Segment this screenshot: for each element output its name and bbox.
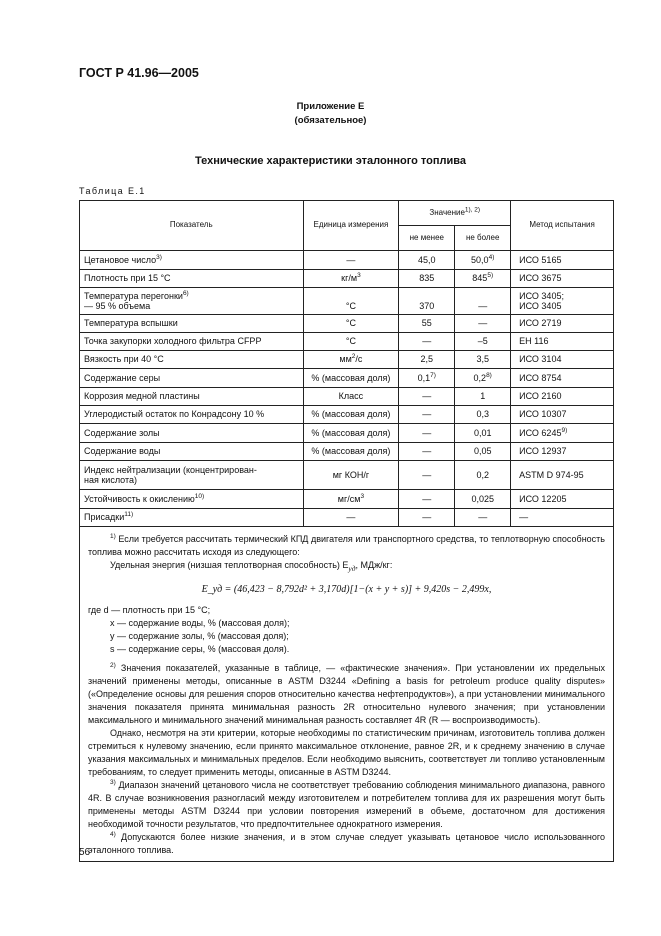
min-value: — [422, 409, 432, 420]
cell-unit [303, 288, 399, 315]
cell-min [399, 461, 455, 490]
cell-indicator [80, 251, 304, 270]
indicator-text: Точка закупорки холодного фильтра CFPP [84, 336, 262, 347]
method-text: — [519, 512, 529, 523]
max-value: –5 [477, 336, 488, 347]
cell-unit [303, 315, 399, 333]
cell-method [511, 490, 614, 509]
min-value: 0,1 [417, 372, 431, 383]
table-row [80, 490, 614, 509]
appendix-heading [0, 100, 661, 128]
cell-max [455, 388, 511, 406]
indicator-footnote: 3) [156, 253, 162, 261]
table-row [80, 424, 614, 443]
legend-line-s: s — содержание серы, % (массовая доля). [110, 643, 290, 654]
cell-unit [303, 333, 399, 351]
method-text: ИСО 12937 [519, 446, 567, 457]
max-footnote: 5) [487, 272, 494, 280]
table-row [80, 251, 614, 270]
note-1 [88, 533, 605, 559]
unit-text: % (массовая доля) [311, 372, 391, 383]
indicator-text: Содержание воды [84, 446, 161, 457]
appendix-title: Приложение Е [296, 101, 365, 112]
indicator-text: Содержание золы [84, 427, 160, 438]
max-value: 1 [480, 391, 486, 402]
cell-max [455, 369, 511, 388]
cell-min [399, 351, 455, 369]
cell-min [399, 443, 455, 461]
standard-code: ГОСТ Р 41.96—2005 [79, 66, 199, 80]
header-value-label: Значение [429, 207, 465, 217]
unit-text: % (массовая доля) [311, 446, 391, 457]
cell-min [399, 288, 455, 315]
note-2-marker: 2) [110, 661, 116, 669]
cell-indicator [80, 270, 304, 288]
cell-min [399, 333, 455, 351]
cell-indicator [80, 424, 304, 443]
max-value: — [478, 512, 488, 523]
cell-unit [303, 509, 399, 527]
max-value: 0,025 [471, 493, 494, 504]
note-4-marker: 4) [110, 830, 116, 838]
cell-max [455, 251, 511, 270]
min-value: — [422, 469, 432, 480]
indicator-text: Устойчивость к окислению [84, 493, 195, 504]
indicator-text: Вязкость при 40 °С [84, 354, 164, 365]
cell-indicator [80, 388, 304, 406]
cell-method [511, 369, 614, 388]
cell-unit [303, 490, 399, 509]
table-body [80, 251, 614, 527]
cell-max [455, 315, 511, 333]
cell-method [511, 251, 614, 270]
note-3-marker: 3) [110, 778, 116, 786]
cell-indicator [80, 333, 304, 351]
notes-row [80, 527, 614, 862]
note-2 [88, 662, 605, 727]
table-row [80, 270, 614, 288]
method-text: ASTM D 974-95 [519, 469, 584, 480]
header-max: не более [455, 226, 511, 251]
unit-text: кг/м [341, 273, 358, 284]
max-value: 0,2 [476, 469, 489, 480]
table-row [80, 406, 614, 424]
min-value: — [422, 446, 432, 457]
cell-max [455, 288, 511, 315]
cell-method [511, 333, 614, 351]
note-1-text: Если требуется рассчитать термический КПД двигателя или транспортного средства, то теплотворную способность топлива можно рассчитать исходя из следующего: [88, 534, 605, 557]
cell-indicator [80, 490, 304, 509]
indicator-text: Коррозия медной пластины [84, 391, 200, 402]
cell-min [399, 406, 455, 424]
cell-indicator [80, 288, 304, 315]
max-value: — [478, 318, 488, 329]
min-value: — [422, 391, 432, 402]
header-method: Метод испытания [511, 201, 614, 251]
max-value: — [478, 301, 488, 311]
cell-method [511, 509, 614, 527]
max-value: 0,3 [476, 409, 489, 420]
min-value: 55 [421, 318, 432, 329]
method-text: ИСО 2719 [519, 318, 562, 329]
max-value: 0,01 [473, 427, 492, 438]
method-text: ИСО 6245 [519, 427, 562, 438]
legend-line-y: y — содержание золы, % (массовая доля); [110, 630, 289, 641]
cell-indicator [80, 461, 304, 490]
notes-cell [80, 527, 614, 862]
unit-text: мг КОН/г [332, 469, 370, 480]
energy-text: Удельная энергия (низшая теплотворная способность) E [110, 560, 349, 570]
min-value: — [422, 493, 432, 504]
min-value: 2,5 [420, 354, 434, 365]
energy-tail: , МДж/кг: [355, 560, 393, 570]
indicator-text: Цетановое число [84, 254, 157, 265]
method-text: ИСО 10307 [519, 409, 567, 420]
indicator-text-line2: — 95 % объема [84, 301, 151, 311]
cell-unit [303, 443, 399, 461]
cell-min [399, 424, 455, 443]
table-row [80, 443, 614, 461]
max-value: 0,2 [473, 372, 487, 383]
min-value: — [422, 427, 432, 438]
cell-min [399, 270, 455, 288]
unit-text: мг/см [337, 493, 361, 504]
note-2-text: Значения показателей, указанные в таблице, — «фактические значения». При установлении их предельных значений применены методы, описанные в ASTM D3244 «Defining a basis for petroleum produce quality disputes» («Определение основы для решения споров относительно качества нефтепродуктов»), а при установлении минимального значения показателя принята минимальная разность 2R относительно нулевого значения; при установлении максимального и минимального значений минимальная разность составляет 4R (R — воспроизводимость). [88, 662, 605, 725]
cell-unit [303, 351, 399, 369]
document-title: Технические характеристики эталонного топлива [194, 155, 467, 167]
max-value: 845 [472, 273, 488, 284]
cell-min [399, 509, 455, 527]
min-value: 835 [419, 273, 435, 284]
indicator-footnote: 10) [194, 492, 205, 500]
cell-unit [303, 251, 399, 270]
max-footnote: 8) [486, 371, 492, 379]
unit-text: — [346, 254, 356, 265]
table-row [80, 315, 614, 333]
unit-text: % (массовая доля) [311, 409, 391, 420]
unit-tail: /с [355, 354, 363, 365]
method-text: ИСО 5165 [519, 254, 562, 265]
cell-max [455, 333, 511, 351]
cell-unit [303, 369, 399, 388]
method-footnote: 9) [561, 426, 568, 434]
table-row [80, 388, 614, 406]
header-indicator: Показатель [80, 201, 304, 251]
cell-min [399, 315, 455, 333]
legend-line-x: x — содержание воды, % (массовая доля); [110, 617, 290, 628]
energy-formula: E_уд = (46,423 − 8,792d² + 3,170d)[1−(x + y + s)] + 9,420s − 2,499x, [201, 583, 492, 595]
max-value: 0,05 [473, 446, 492, 457]
cell-min [399, 251, 455, 270]
indicator-text: Содержание серы [84, 372, 161, 383]
table-row [80, 369, 614, 388]
indicator-text: Углеродистый остаток по Конрадсону 10 % [84, 409, 265, 420]
cell-max [455, 509, 511, 527]
indicator-text: Температура перегонки [84, 290, 183, 301]
unit-exponent: 3 [360, 492, 365, 500]
cell-method [511, 315, 614, 333]
indicator-footnote: 6) [182, 289, 189, 297]
max-value: 50,0 [471, 254, 489, 265]
max-value: 3,5 [476, 354, 489, 365]
unit-text: Класс [338, 391, 364, 402]
unit-text: °С [345, 301, 356, 311]
table-row [80, 333, 614, 351]
energy-line [88, 559, 605, 575]
cell-indicator [80, 406, 304, 424]
legend-line-d: где d — плотность при 15 °С; [88, 604, 211, 615]
cell-indicator [80, 443, 304, 461]
cell-min [399, 388, 455, 406]
cell-indicator [80, 315, 304, 333]
appendix-subtitle: (обязательное) [294, 115, 367, 126]
header-value-footnote: 1), 2) [464, 206, 481, 214]
unit-text: мм [339, 354, 352, 365]
cell-max [455, 406, 511, 424]
table-header-row [80, 201, 614, 226]
min-value: 370 [419, 301, 435, 311]
cell-min [399, 369, 455, 388]
indicator-text: Температура вспышки [84, 318, 178, 329]
unit-text: °С [345, 336, 356, 347]
cell-method [511, 461, 614, 490]
cell-unit [303, 388, 399, 406]
method-text: ИСО 8754 [519, 372, 562, 383]
cell-method [511, 270, 614, 288]
fuel-spec-table [79, 200, 614, 862]
method-text: ИСО 3104 [519, 354, 562, 365]
indicator-text-line2: ная кислота) [84, 475, 137, 485]
table-row [80, 351, 614, 369]
min-value: 45,0 [418, 254, 436, 265]
note-4 [88, 831, 605, 857]
indicator-text: Плотность при 15 °С [84, 273, 171, 284]
cell-unit [303, 406, 399, 424]
header-min: не менее [399, 226, 455, 251]
min-value: — [422, 512, 432, 523]
min-footnote: 7) [430, 371, 436, 379]
note-3 [88, 779, 605, 831]
cell-indicator [80, 351, 304, 369]
unit-exponent: 3 [357, 272, 361, 280]
note-4-text: Допускаются более низкие значения, и в этом случае следует указывать цетановое число использованного эталонного топлива. [88, 831, 605, 855]
min-value: — [422, 336, 432, 347]
cell-max [455, 351, 511, 369]
unit-text: % (массовая доля) [311, 427, 391, 438]
cell-max [455, 270, 511, 288]
energy-subscript: уд [348, 563, 356, 573]
cell-unit [303, 424, 399, 443]
cell-max [455, 490, 511, 509]
method-text: ИСО 2160 [519, 391, 562, 402]
cell-max [455, 461, 511, 490]
table-row [80, 288, 614, 315]
note-3-text: Диапазон значений цетанового числа не соответствует требованию соблюдения минимального диапазона, равного 4R. В случае возникновения разногласий между изготовителем и потребителем топлива для их разрешения могут быть применены методы ASTM D3244 при условии повторения измерений в объеме, достаточном для достижения необходимой точности результатов, что предпочтительнее однократного измерения. [88, 779, 605, 829]
formula-legend [88, 604, 605, 656]
cell-min [399, 490, 455, 509]
unit-text: °С [345, 318, 356, 329]
indicator-text: Индекс нейтрализации (концентрирован- [84, 464, 257, 475]
page-number: 56 [79, 847, 91, 858]
cell-max [455, 443, 511, 461]
note-1-marker: 1) [110, 533, 116, 540]
cell-unit [303, 270, 399, 288]
cell-unit [303, 461, 399, 490]
max-footnote: 4) [488, 253, 495, 261]
cell-indicator [80, 369, 304, 388]
unit-text: — [346, 512, 356, 523]
table-row [80, 509, 614, 527]
cell-max [455, 424, 511, 443]
note-2b: Однако, несмотря на эти критерии, которые необходимы по статистическим причинам, изготовитель топлива должен стремиться к нулевому значению, если принято максимальное отклонение, равное 2R, и к среднему значению в случае указания максимальных и минимальных пределов. Если необходимо выяснить, соответствует ли топливо установленным требованиям, то следует применить методы, описанные в ASTM D3244. [88, 727, 605, 777]
method-text-line2: ИСО 3405 [519, 301, 562, 311]
cell-indicator [80, 509, 304, 527]
indicator-text: Присадки [84, 512, 125, 523]
cell-method [511, 443, 614, 461]
cell-method [511, 288, 614, 315]
method-text: ИСО 3675 [519, 273, 562, 284]
header-value [399, 201, 511, 226]
cell-method [511, 351, 614, 369]
method-text: ИСО 3405; [519, 290, 564, 301]
unit-exponent: 2 [351, 353, 356, 361]
cell-method [511, 424, 614, 443]
indicator-footnote: 11) [124, 511, 134, 519]
cell-method [511, 406, 614, 424]
table-row [80, 461, 614, 490]
method-text: ИСО 12205 [519, 493, 567, 504]
table-caption: Таблица Е.1 [79, 186, 146, 196]
header-unit: Единица измерения [303, 201, 399, 251]
cell-method [511, 388, 614, 406]
method-text: ЕН 116 [519, 336, 549, 347]
